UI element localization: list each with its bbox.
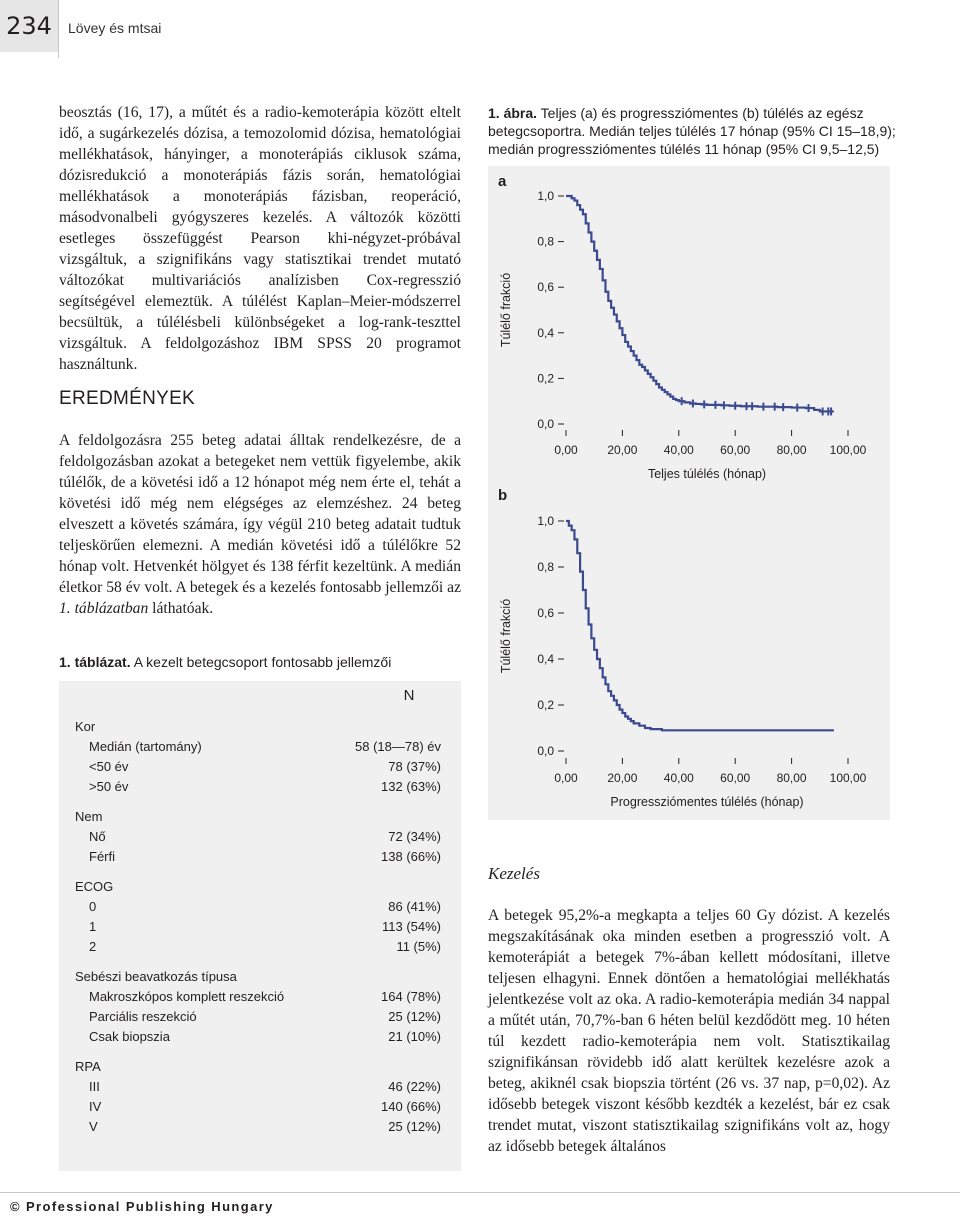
table-group-row <box>59 969 461 989</box>
y-tick-label: 1,0 <box>537 189 554 203</box>
table-row <box>59 1099 461 1119</box>
table-row <box>59 759 461 779</box>
survival-charts <box>488 166 890 820</box>
page-footer <box>0 1192 960 1217</box>
y-tick-label: 0,4 <box>537 652 554 666</box>
table-row <box>59 849 461 869</box>
y-axis-label: Túlélő frakció <box>499 272 513 348</box>
table-row <box>59 1009 461 1029</box>
survival-figure <box>488 166 890 820</box>
table-row-value: 113 (54%) <box>381 919 441 934</box>
table-row-label: Parciális reszekció <box>89 1009 197 1024</box>
x-tick-label: 0,00 <box>554 771 578 785</box>
table-row-value: 46 (22%) <box>388 1079 441 1094</box>
x-axis-label: Progressziómentes túlélés (hónap) <box>610 795 804 809</box>
table-row-label: Makroszkópos komplett reszekció <box>89 989 285 1004</box>
treatment-paragraph-text: A betegek 95,2%-a megkapta a teljes 60 Gy dózist. A kezelés megszakításának oka minden esetben a progresszió volt. A kemoterápiát a betegek 7%-ában kellett módosítani, illetve teljesen elhagyni. Ennek döntően a hematológiai mellékhatás jelentkezése volt az oka. A radio-kemoterápia medián 34 nappal a műtét után, 70,7%-ban 6 héten belül kezdődött meg. 10 héten túl kezdett radio-kemoterápia nem volt. Statisztikailag szignifikánsan rövidebb idő alatt kerültek kezelésre azok a beteg, akiknél csak biopszia történt (26 vs. 37 nap, p=0,02). Az idősebb betegek viszont később kezdték a kezelést, bár ez csak trendet mutat, viszont statisztikailag szignifikáns volt az, hogy az idősebb betegek általános <box>488 907 890 1155</box>
results-paragraph <box>59 430 461 619</box>
table-group-row <box>59 1059 461 1079</box>
methods-paragraph <box>59 102 461 375</box>
table-group-row <box>59 809 461 829</box>
x-tick-label: 0,00 <box>554 443 578 457</box>
table-row-value: 11 (5%) <box>396 939 441 954</box>
x-tick-label: 40,00 <box>663 443 694 457</box>
y-tick-label: 0,2 <box>537 371 554 386</box>
survival-curve <box>566 196 834 411</box>
table-caption-text: A kezelt betegcsoport fontosabb jellemzői <box>130 654 392 670</box>
table-row-label: Sebészi beavatkozás típusa <box>75 969 237 984</box>
table-row-label: Nő <box>89 829 106 844</box>
table-row-label: 0 <box>89 899 97 914</box>
table-row-value: 72 (34%) <box>388 829 441 844</box>
results-text-end: láthatóak. <box>148 600 214 617</box>
table-row-label: Nem <box>75 809 103 824</box>
table-row <box>59 919 461 939</box>
table-row-label: >50 év <box>89 779 129 794</box>
table-reference: 1. táblázatban <box>59 600 149 617</box>
table-row-value: 140 (66%) <box>381 1099 441 1114</box>
table-group-row <box>59 719 461 739</box>
table-row <box>59 899 461 919</box>
table-row-label: RPA <box>75 1059 101 1074</box>
table-row-label: <50 év <box>89 759 129 774</box>
table-row-value: 164 (78%) <box>381 989 441 1004</box>
table-row <box>59 779 461 799</box>
y-tick-label: 0,8 <box>537 560 554 574</box>
footer-copyright: © Professional Publishing Hungary <box>10 1199 274 1214</box>
table-row <box>59 829 461 849</box>
table-row <box>59 989 461 1009</box>
y-axis-label: Túlélő frakció <box>499 598 513 674</box>
table-row-label: IV <box>89 1099 102 1114</box>
page-header <box>0 0 960 58</box>
x-tick-label: 80,00 <box>776 443 807 457</box>
table-row-value: 78 (37%) <box>388 759 441 774</box>
panel-label: b <box>498 487 508 504</box>
table-row <box>59 1119 461 1139</box>
section-heading-results: EREDMÉNYEK <box>59 388 196 409</box>
table-row-value: 132 (63%) <box>381 779 441 794</box>
table-row <box>59 739 461 759</box>
results-text-start: A feldolgozásra 255 beteg adatai álltak rendelkezésre, de a feldolgozásban azokat a betegeket nem vettük figyelembe, akik túlélők, de a követési idő a 12 hónapot még nem érte el, tehát a követési idő még nem elégséges az elemzéshez. 24 beteg elveszett a követés számára, így végül 210 beteg adatait tudtuk teljeskörűen elemezni. A medián követési idő a túlélőkre 52 hónap volt. Hetvenkét hölgyet és 138 férfit kezeltünk. A medián életkor 58 év volt. A betegek és a kezelés fontosabb jellemzői az <box>59 432 461 596</box>
table-row-value: 21 (10%) <box>388 1029 441 1044</box>
x-tick-label: 100,00 <box>829 771 867 785</box>
x-tick-label: 20,00 <box>607 443 638 457</box>
running-head: Lövey és mtsai <box>68 20 162 36</box>
y-tick-label: 0,6 <box>537 606 554 620</box>
survival-curve <box>566 521 834 730</box>
x-axis-label: Teljes túlélés (hónap) <box>647 467 767 481</box>
x-tick-label: 40,00 <box>663 771 694 785</box>
table-row-label: V <box>89 1119 98 1134</box>
results-paragraph-text <box>59 430 461 619</box>
table-group-row <box>59 879 461 899</box>
table-row-label: 2 <box>89 939 97 954</box>
table-row <box>59 1079 461 1099</box>
y-tick-label: 0,0 <box>537 417 554 431</box>
table-row-value: 86 (41%) <box>388 899 441 914</box>
table-row-value: 138 (66%) <box>381 849 441 864</box>
table-caption-label: 1. táblázat. <box>59 654 131 670</box>
table-caption <box>59 653 469 671</box>
table-row-label: ECOG <box>75 879 114 894</box>
y-tick-label: 0,4 <box>537 325 554 340</box>
figure-caption-label: 1. ábra. <box>488 105 538 121</box>
table-row-label: 1 <box>89 919 97 934</box>
methods-paragraph-text: beosztás (16, 17), a műtét és a radio-kemoterápia között eltelt idő, a sugárkezelés dózisa, a temozolomid dózisa, hematológiai mellékhatások, hányinger, a monoterápiás ciklusok száma, dózisredukció a monoterápiás fázis során, hematológiai mellékhatások a monoterápiás fázisban, reoperáció, másodvonalbeli gyógyszeres kezelés. A változók közötti esetleges összefüggést Pearson khi-négyzet-próbával vizsgáltuk, a szignifikáns vagy statisztikai trendet mutató változókat multivariációs analízisben Cox-regresszió segítségével elemeztük. A túlélést Kaplan–Meier-módszerrel becsültük, a túlélésbeli különbségeket a log-rank-teszttel vizsgáltuk. A feldolgozáshoz IBM SPSS 20 programot használtunk. <box>59 104 461 373</box>
table-row-label: III <box>89 1079 100 1094</box>
table-row-label: Kor <box>75 719 96 734</box>
table-column-header: N <box>403 687 415 704</box>
header-divider <box>58 0 59 58</box>
y-tick-label: 1,0 <box>537 514 554 528</box>
table-row <box>59 939 461 959</box>
treatment-paragraph <box>488 905 890 1157</box>
subheading-treatment: Kezelés <box>488 864 540 883</box>
table-row-label: Medián (tartomány) <box>89 739 202 754</box>
table-row-value: 25 (12%) <box>388 1009 441 1024</box>
x-tick-label: 60,00 <box>720 443 751 457</box>
table-row-label: Férfi <box>89 849 115 864</box>
table-row-label: Csak biopszia <box>89 1029 170 1044</box>
y-tick-label: 0,6 <box>537 280 554 295</box>
x-tick-label: 100,00 <box>829 443 867 457</box>
y-tick-label: 0,2 <box>537 698 554 712</box>
table-row <box>59 1029 461 1049</box>
table-row-value: 58 (18—78) év <box>355 739 441 754</box>
x-tick-label: 20,00 <box>607 771 638 785</box>
page-number: 234 <box>0 0 58 52</box>
panel-label: a <box>498 173 507 190</box>
x-tick-label: 60,00 <box>720 771 751 785</box>
figure-caption <box>488 104 908 158</box>
y-tick-label: 0,0 <box>537 744 554 758</box>
y-tick-label: 0,8 <box>537 234 554 249</box>
figure-caption-text: Teljes (a) és progressziómentes (b) túlélés az egész betegcsoportra. Medián teljes túlélés 17 hónap (95% CI 15–18,9); medián progressziómentes túlélés 11 hónap (95% CI 9,5–12,5) <box>488 105 896 157</box>
characteristics-table <box>59 681 461 1171</box>
table-row-value: 25 (12%) <box>388 1119 441 1134</box>
x-tick-label: 80,00 <box>776 771 807 785</box>
